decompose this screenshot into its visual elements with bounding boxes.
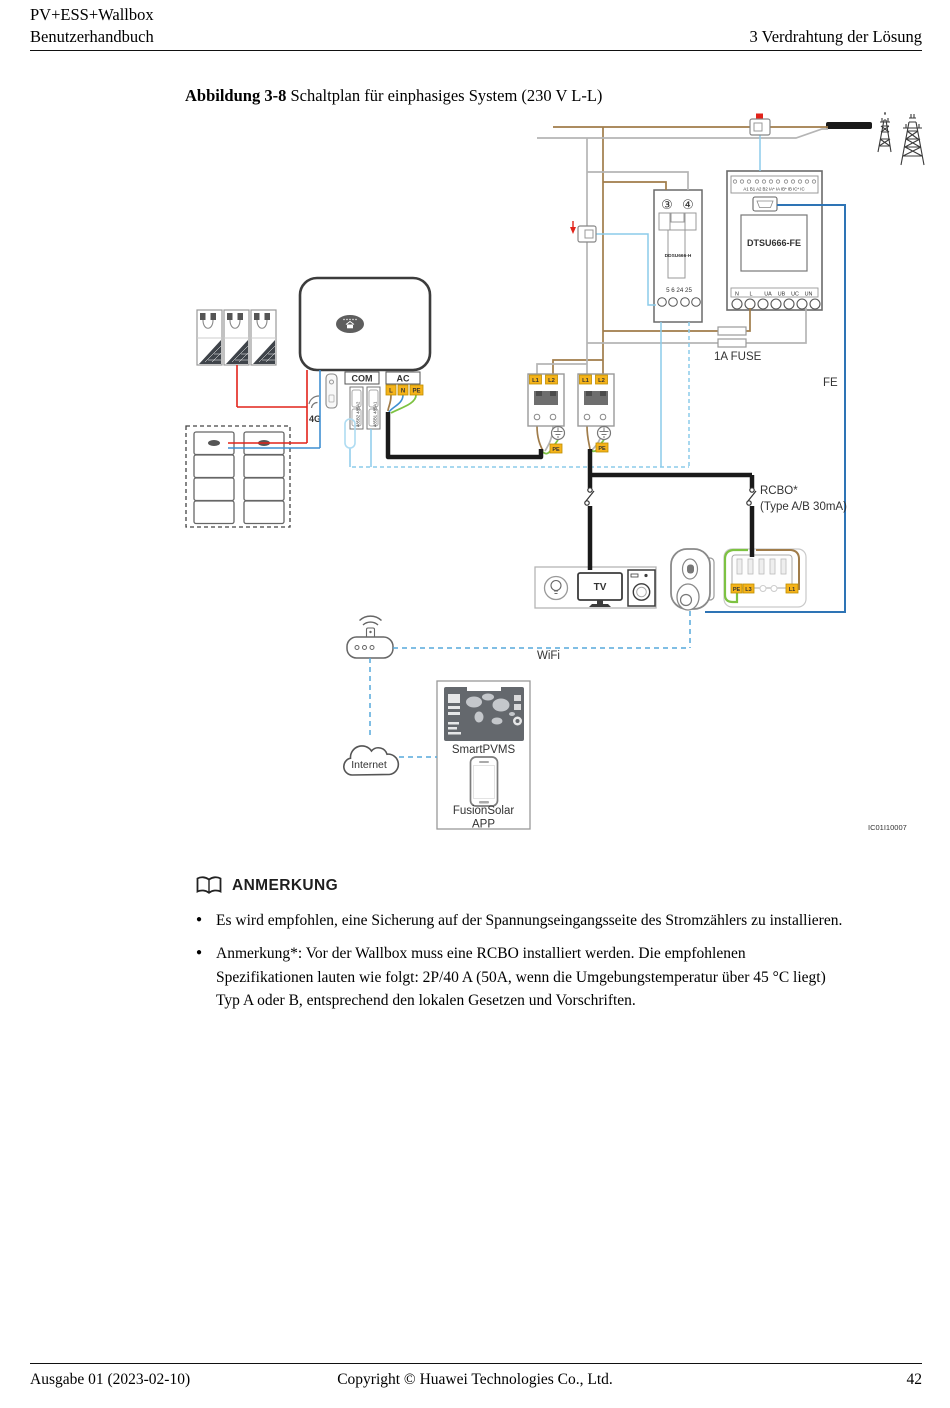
header-product: PV+ESS+Wallbox bbox=[30, 5, 154, 24]
wallbox-l1-tag: L1 bbox=[788, 587, 796, 593]
svg-text:PE: PE bbox=[598, 446, 606, 452]
footer-page-number: 42 bbox=[906, 1371, 922, 1388]
power-grid-towers-icon bbox=[878, 112, 924, 165]
inverter bbox=[300, 278, 430, 370]
wallbox-l3-tag: L3 bbox=[745, 587, 752, 593]
ac-tag-n: N bbox=[400, 388, 406, 395]
dongle-4g-label: 4G bbox=[309, 414, 322, 424]
wallbox bbox=[671, 549, 714, 610]
rcbo-label-line2: (Type A/B 30mA) bbox=[760, 501, 847, 513]
ac-tag-pe: PE bbox=[412, 388, 421, 395]
bullet-dot: ● bbox=[196, 947, 203, 959]
inverter-ports bbox=[309, 372, 420, 429]
ct-clamp-grid bbox=[750, 114, 770, 136]
meter-main-fe-port bbox=[753, 197, 777, 211]
figure-title-text: Schaltplan für einphasiges System (230 V L-L) bbox=[286, 86, 603, 105]
note-bullet-2 bbox=[196, 942, 936, 1012]
dongle-signal-icon bbox=[309, 396, 319, 408]
meter-main-terminal-un: UN bbox=[804, 291, 813, 298]
fusionsolar-phone-icon bbox=[471, 757, 498, 806]
load-switch bbox=[585, 488, 594, 505]
meter-ddsu666-h bbox=[654, 190, 702, 322]
circuit-breaker-1 bbox=[528, 374, 564, 426]
figure-code: IC01I10007 bbox=[868, 823, 907, 832]
note-bullet-2-line2: Spezifikationen lauten wie folgt: 2P/40 A (50A, wenn die Umgebungstemperatur über 45 °C liegt) bbox=[216, 968, 826, 986]
pv-module-3 bbox=[251, 310, 276, 365]
note-title: ANMERKUNG bbox=[232, 876, 339, 894]
meter-main-terminal-uc: UC bbox=[791, 291, 799, 298]
grid-cable bbox=[826, 122, 872, 129]
note-bullet-2-line1: Anmerkung*: Vor der Wallbox muss eine RCBO installiert werden. Die empfohlenen bbox=[216, 945, 746, 963]
fusionsolar-label: FusionSolar bbox=[452, 805, 515, 817]
fuse-1a bbox=[718, 327, 746, 347]
com-port2-label: 485B1 485A1 bbox=[372, 401, 378, 427]
tv-label: TV bbox=[593, 582, 607, 593]
inverter-logo bbox=[336, 315, 364, 333]
smartpvms-dashboard-icon bbox=[444, 687, 524, 741]
note-block bbox=[196, 876, 936, 1022]
meter-main-top-terminals-label: A1 B1 A2 B2 IA* IA IB* IB IC* IC bbox=[743, 186, 805, 192]
meter-sub-terminal-4: ④ bbox=[682, 197, 694, 212]
smart-dongle bbox=[326, 374, 337, 408]
fuse-label: 1A FUSE bbox=[714, 351, 762, 363]
note-title-row bbox=[196, 876, 936, 895]
note-bullet-1-text: Es wird empfohlen, eine Sicherung auf der Spannungseingangsseite des Stromzählers zu installieren. bbox=[216, 912, 843, 929]
battery-ess bbox=[186, 426, 290, 527]
meter-main-terminal-n: N bbox=[735, 291, 739, 298]
meter-main-terminal-ua: UA bbox=[764, 291, 772, 298]
ac-label: AC bbox=[396, 373, 410, 384]
wifi-label: WiFi bbox=[537, 650, 560, 662]
meter-main-name: DTSU666-FE bbox=[746, 238, 802, 248]
breaker2-l1-tag: L1 bbox=[582, 378, 589, 384]
wifi-router bbox=[347, 616, 393, 658]
ac-terminal-tags bbox=[386, 385, 423, 395]
circuit-breaker-2 bbox=[578, 374, 614, 426]
pv-modules bbox=[197, 310, 276, 365]
router-wifi-waves-icon bbox=[360, 616, 382, 625]
header-doc-type: Benutzerhandbuch bbox=[30, 27, 154, 46]
rcbo-label-line1: RCBO* bbox=[760, 485, 798, 497]
footer-edition: Ausgabe 01 (2023-02-10) bbox=[30, 1371, 191, 1388]
note-bullet-2-text bbox=[216, 942, 826, 1012]
ac-tag-l: L bbox=[389, 388, 393, 395]
footer-rule bbox=[30, 1363, 922, 1364]
fe-label: FE bbox=[823, 377, 838, 389]
ground-symbol-1 bbox=[552, 427, 565, 440]
lamp-icon bbox=[545, 577, 568, 600]
pe-tag-1 bbox=[550, 444, 562, 453]
header-chapter: 3 Verdrahtung der Lösung bbox=[749, 27, 922, 46]
meter-main-terminal-l: L bbox=[749, 291, 753, 298]
management-system-box bbox=[437, 681, 530, 831]
note-bullet-2-line3: Typ A oder B, entsprechend den lokalen Gesetzen und Vorschriften. bbox=[216, 991, 636, 1009]
ac-cables bbox=[388, 412, 752, 570]
pv-module-1 bbox=[197, 310, 222, 365]
note-bullet-1 bbox=[196, 909, 936, 932]
com-port1-label: 485B2 485A2 bbox=[355, 401, 361, 427]
breaker2-l2-tag: L2 bbox=[598, 378, 605, 384]
app-label: APP bbox=[471, 818, 496, 831]
internet-label: Internet bbox=[351, 759, 387, 771]
household-loads bbox=[535, 567, 656, 608]
note-book-icon bbox=[196, 876, 222, 895]
meter-dtsu666-fe bbox=[727, 171, 822, 310]
ground-symbol-2 bbox=[598, 427, 611, 440]
meter-sub-terminal-3: ③ bbox=[661, 197, 673, 212]
svg-text:PE: PE bbox=[552, 447, 560, 453]
breaker1-l1-tag: L1 bbox=[532, 378, 539, 384]
internet-cloud bbox=[344, 746, 399, 775]
bullet-dot: ● bbox=[196, 914, 203, 925]
wallbox-pe-tag: PE bbox=[732, 587, 741, 593]
smartpvms-label: SmartPVMS bbox=[451, 744, 516, 756]
rcbo-switch bbox=[747, 488, 756, 505]
meter-sub-bottom-terminals: 5 6 24 25 bbox=[666, 287, 692, 294]
meter-main-terminal-ub: UB bbox=[777, 291, 786, 298]
footer-copyright: Copyright © Huawei Technologies Co., Ltd. bbox=[337, 1371, 613, 1388]
figure-label: Abbildung 3-8 bbox=[185, 86, 287, 105]
breaker1-l2-tag: L2 bbox=[548, 378, 555, 384]
pv-module-2 bbox=[224, 310, 249, 365]
washing-machine-icon bbox=[628, 570, 655, 606]
dc-positive-wires bbox=[228, 365, 307, 443]
meter-sub-name: DDSU666-H bbox=[664, 254, 692, 259]
ct-clamp-sub bbox=[570, 221, 596, 242]
com-label: COM bbox=[351, 373, 373, 384]
pe-tag-2 bbox=[596, 443, 608, 452]
